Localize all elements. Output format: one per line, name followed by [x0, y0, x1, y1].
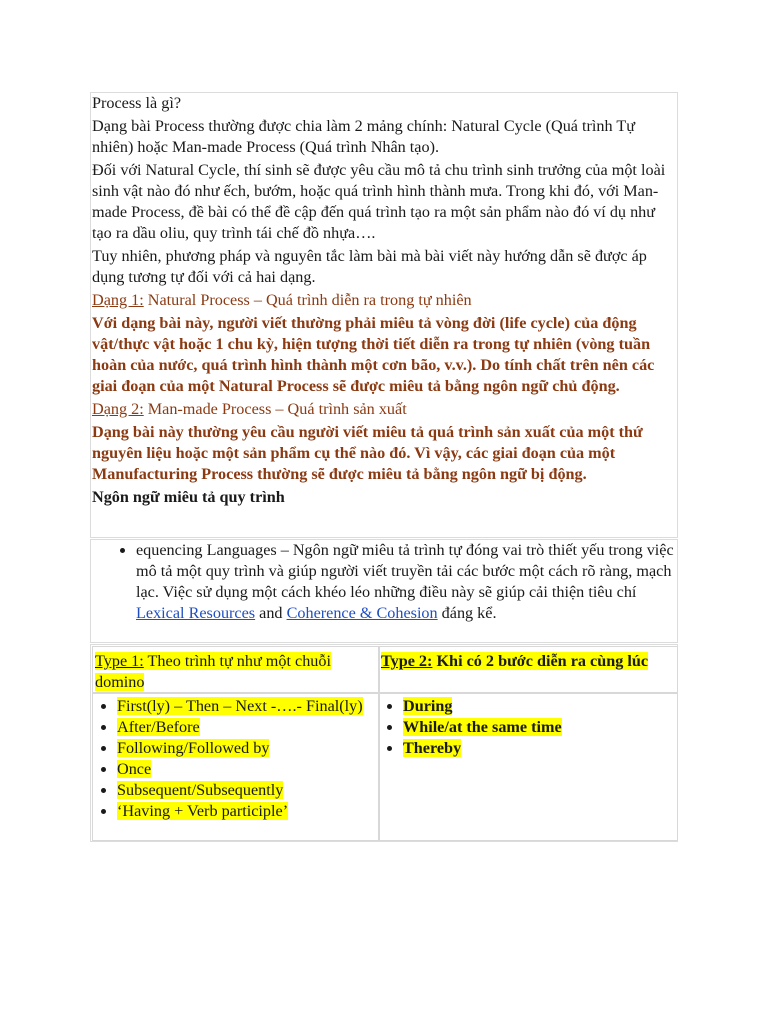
type2-description: Dạng bài này thường yêu cầu người viết miêu tả quá trình sản xuất của một thứ nguyên liệu hoặc một sản phẩm cụ thể nào đó. Vì vậy, các giai đoạn của một Manufacturing Process thường sẽ được miêu tả bằng ngôn ngữ bị động. — [92, 423, 643, 483]
type2-header — [381, 652, 648, 670]
sequencing-text: equencing Languages – Ngôn ngữ miêu tả trình tự đóng vai trò thiết yếu trong việc mô tả một quy trình và giúp người viết truyền tải các bước một cách rõ ràng, mạch lạc. Việc sử dụng một cách khéo léo những điều này sẽ giúp cải thiện tiêu chí — [136, 541, 674, 601]
type2-list-cell — [378, 693, 678, 841]
list-item-text: Following/Followed by — [117, 739, 270, 757]
list-item-text: During — [403, 697, 453, 715]
type2-heading — [92, 399, 677, 420]
type1-header-title: Theo trình tự như một chuỗi domino — [95, 652, 331, 691]
sequencing-item — [136, 540, 677, 624]
list-item — [117, 696, 379, 717]
list-item-text: After/Before — [117, 718, 200, 736]
type2-header-title: Khi có 2 bước diễn ra cùng lúc — [432, 652, 649, 670]
list-item — [117, 759, 379, 780]
types-table — [90, 644, 678, 842]
lexical-resources-link[interactable]: Lexical Resources — [136, 604, 256, 622]
list-item — [117, 717, 379, 738]
type1-header — [95, 652, 331, 691]
list-item — [117, 738, 379, 759]
list-item-text: ‘Having + Verb participle’ — [117, 802, 289, 820]
type1-header-cell — [92, 646, 380, 693]
method-paragraph: Tuy nhiên, phương pháp và nguyên tắc làm bài mà bài viết này hướng dẫn sẽ được áp dụng tương tự đối với cả hai dạng. — [92, 247, 647, 286]
list-item — [403, 717, 677, 738]
list-item — [117, 801, 379, 822]
list-item-text: Thereby — [403, 739, 462, 757]
intro-paragraph: Dạng bài Process thường được chia làm 2 mảng chính: Natural Cycle (Quá trình Tự nhiên) hoặc Man-made Process (Quá trình Nhân tạo). — [92, 117, 636, 156]
type2-header-label: Type 2: — [381, 652, 433, 670]
section-heading: Ngôn ngữ miêu tả quy trình — [92, 488, 285, 506]
type1-label: Dạng 1: — [92, 291, 144, 309]
list-item-text: Once — [117, 760, 152, 778]
type1-list — [95, 696, 379, 822]
list-item — [403, 696, 677, 717]
list-item-text: First(ly) – Then – Next -….- Final(ly) — [117, 697, 363, 715]
list-item — [403, 738, 677, 759]
intro-section — [90, 92, 678, 538]
closing-text: đáng kể. — [437, 604, 497, 622]
sequencing-list — [91, 540, 677, 624]
type2-label: Dạng 2: — [92, 400, 144, 418]
type1-heading — [92, 290, 677, 311]
list-item-text: While/at the same time — [403, 718, 562, 736]
list-item-text: Subsequent/Subsequently — [117, 781, 284, 799]
sequencing-section — [90, 539, 678, 643]
question-line: Process là gì? — [92, 94, 182, 112]
type1-list-cell — [92, 693, 380, 841]
type2-list — [381, 696, 677, 759]
and-text: and — [255, 604, 287, 622]
natural-cycle-paragraph: Đối với Natural Cycle, thí sinh sẽ được yêu cầu mô tả chu trình sinh trưởng của một loài sinh vật nào đó như ếch, bướm, hoặc quá trình hình thành mưa. Trong khi đó, với Man-made Process, đề bài có thể đề cập đến quá trình tạo ra một sản phẩm nào đó ví dụ như tạo ra dầu oliu, quy trình tái chế đồ nhựa…. — [92, 161, 666, 242]
type2-title: Man-made Process – Quá trình sản xuất — [143, 400, 407, 418]
type2-header-cell — [378, 646, 678, 693]
type1-description: Với dạng bài này, người viết thường phải miêu tả vòng đời (life cycle) của động vật/thực vật hoặc 1 chu kỳ, hiện tượng thời tiết diễn ra trong tự nhiên (vòng tuần hoàn của nước, quá trình hình thành một cơn bão, v.v.). Do tính chất trên nên các giai đoạn của một Natural Process sẽ được miêu tả bằng ngôn ngữ chủ động. — [92, 314, 655, 395]
coherence-cohesion-link[interactable]: Coherence & Cohesion — [286, 604, 438, 622]
type1-header-label: Type 1: — [95, 652, 144, 670]
type1-title: Natural Process – Quá trình diễn ra trong tự nhiên — [143, 291, 472, 309]
list-item — [117, 780, 379, 801]
